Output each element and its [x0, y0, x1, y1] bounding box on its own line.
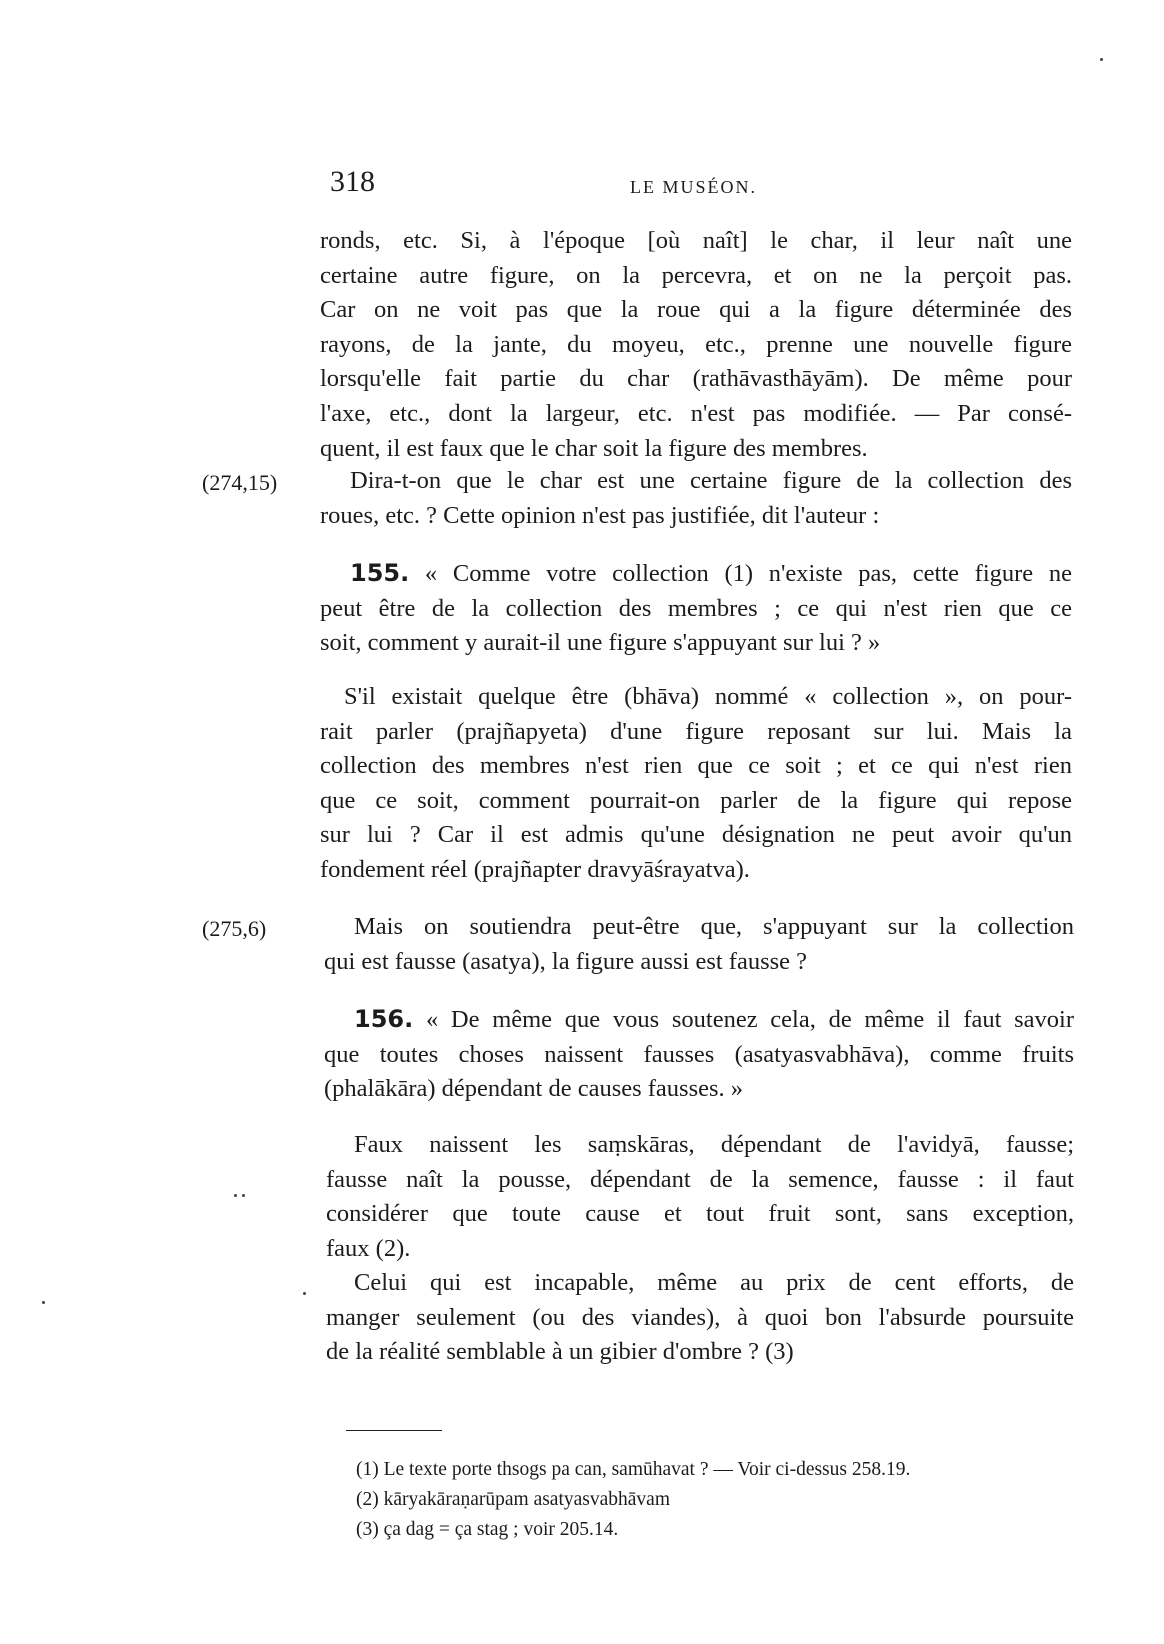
- footnote-3: (3) ça dag = ça stag ; voir 205.14.: [356, 1519, 619, 1540]
- footnote-2: (2) kāryakāraṇarūpam asatyasvabhāvam: [356, 1489, 671, 1510]
- text-line: rait parler (prajñapyeta) d'une figure reposant sur lui. Mais la: [320, 717, 1072, 745]
- text-line: (phalākāra) dépendant de causes fausses. »: [324, 1075, 744, 1103]
- paragraph-3: [320, 680, 1072, 888]
- scan-speck: [42, 1301, 45, 1304]
- scan-speck: [234, 1194, 237, 1197]
- text-line: que ce soit, comment pourrait-on parler de la figure qui repose: [320, 786, 1072, 814]
- text-line: fondement réel (prajñapter dravyāśrayatva).: [320, 855, 750, 883]
- text-line: ronds, etc. Si, à l'époque [où naît] le char, il leur naît une: [320, 227, 1072, 254]
- paragraph-2: [320, 464, 1072, 533]
- text-line: Car on ne voit pas que la roue qui a la figure déterminée des: [320, 296, 1072, 324]
- running-head: LE MUSÉON.: [630, 177, 757, 197]
- text-line: l'axe, etc., dont la largeur, etc. n'est pas modifiée. — Par consé-: [320, 399, 1072, 427]
- text-line: collection des membres n'est rien que ce soit ; et ce qui n'est rien: [320, 752, 1072, 780]
- text-line: rayons, de la jante, du moyeu, etc., prenne une nouvelle figure: [320, 330, 1072, 358]
- footnotes: [356, 1455, 910, 1545]
- text-line: peut être de la collection des membres ; ce qui n'est rien que ce: [320, 594, 1072, 622]
- paragraph-6: [326, 1266, 1074, 1370]
- margin-reference: (274,15): [202, 470, 278, 495]
- verse-155: [320, 556, 1072, 661]
- text-line: sur lui ? Car il est admis qu'une désignation ne peut avoir qu'un: [320, 821, 1072, 849]
- verse-156: [324, 1002, 1074, 1107]
- scan-speck: [242, 1194, 245, 1197]
- paragraph-4: [324, 910, 1074, 979]
- page-header: [330, 165, 1130, 205]
- text-line: roues, etc. ? Cette opinion n'est pas justifiée, dit l'auteur :: [320, 501, 880, 529]
- text-line: [324, 1002, 1074, 1038]
- text-line: de la réalité semblable à un gibier d'ombre ? (3): [326, 1338, 794, 1366]
- text-line: Mais on soutiendra peut-être que, s'appuyant sur la collection: [354, 913, 1074, 940]
- text-line: fausse naît la pousse, dépendant de la semence, fausse : il faut: [326, 1165, 1074, 1193]
- verse-number: 156.: [354, 1005, 414, 1033]
- text-line: Faux naissent les saṃskāras, dépendant de l'avidyā, fausse;: [354, 1131, 1074, 1158]
- page-number: 318: [330, 165, 375, 198]
- text-line: Dira-t-on que le char est une certaine figure de la collection des: [350, 467, 1072, 494]
- margin-reference: (275,6): [202, 916, 267, 941]
- text-line: soit, comment y aurait-il une figure s'appuyant sur lui ? »: [320, 629, 881, 657]
- paragraph-1: [320, 224, 1072, 466]
- text-line: quent, il est faux que le char soit la figure des membres.: [320, 434, 868, 462]
- text-line: Celui qui est incapable, même au prix de cent efforts, de: [354, 1269, 1074, 1296]
- text-line: manger seulement (ou des viandes), à quoi bon l'absurde poursuite: [326, 1303, 1074, 1331]
- scan-speck: [1100, 58, 1103, 61]
- text-line: S'il existait quelque être (bhāva) nommé « collection », on pour-: [344, 683, 1072, 710]
- text-line: qui est fausse (asatya), la figure aussi est fausse ?: [324, 947, 808, 975]
- text-line: lorsqu'elle fait partie du char (rathāvasthāyām). De même pour: [320, 365, 1072, 393]
- footnote-rule: [346, 1430, 442, 1431]
- verse-text: « De même que vous soutenez cela, de même il faut savoir: [425, 1006, 1075, 1033]
- scan-speck: [303, 1292, 306, 1295]
- text-line: faux (2).: [326, 1234, 411, 1262]
- verse-number: 155.: [350, 559, 410, 587]
- paragraph-5: [326, 1128, 1074, 1266]
- text-line: que toutes choses naissent fausses (asatyasvabhāva), comme fruits: [324, 1040, 1074, 1068]
- text-line: certaine autre figure, on la percevra, et on ne la perçoit pas.: [320, 261, 1072, 289]
- text-line: [320, 556, 1072, 592]
- text-line: considérer que toute cause et tout fruit sont, sans exception,: [326, 1200, 1074, 1228]
- footnote-1: (1) Le texte porte thsogs pa can, samūhavat ? — Voir ci-dessus 258.19.: [356, 1459, 911, 1480]
- verse-text: « Comme votre collection (1) n'existe pas, cette figure ne: [424, 560, 1072, 587]
